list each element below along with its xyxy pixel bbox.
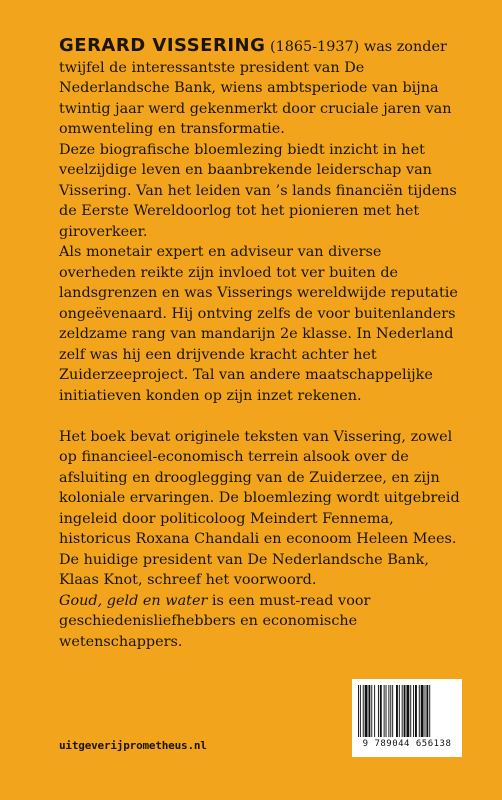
barcode-bar [358, 685, 359, 737]
barcode-bar [404, 685, 406, 737]
barcode-bar [360, 685, 361, 737]
barcode-bar [426, 685, 428, 737]
barcode-bar [374, 685, 375, 737]
paragraph-gap [59, 406, 461, 427]
paragraph-recommendation [59, 591, 461, 653]
intro-text: was zonder twijfel de interessantste president van De Nederlandsche Bank, wiens ambtsperiode van bijna twintig jaar werd gekenmerkt door cruciale jaren van omwenteling en transformatie. [59, 39, 452, 137]
back-cover-blurb [59, 36, 461, 652]
barcode-bar [421, 685, 424, 737]
barcode-bar [429, 685, 430, 737]
barcode-bar [378, 685, 379, 737]
barcode-bar [371, 685, 372, 737]
paragraph-content: Het boek bevat originele teksten van Vissering, zowel op financieel-economisch terrein alsook over de afsluiting en drooglegging van de Zuiderzee, en zijn koloniale ervaringen. De bloemlezing wordt uitgebreid ingeleid door politicoloog Meindert Fennema, historicus Roxana Chandali en econoom Heleen Mees. De huidige president van De Nederlandsche Bank, Klaas Knot, schreef het voorwoord. [59, 428, 460, 588]
recommendation-text: is een must-read voor geschiedenisliefhebbers en economische wetenschappers. [59, 592, 371, 650]
publisher-website: uitgeverijprometheus.nl [59, 739, 207, 752]
author-name: GERARD VISSERING [59, 35, 266, 56]
author-years: (1865-1937) [269, 39, 360, 55]
barcode-bars [358, 685, 456, 737]
barcode-bar [425, 685, 426, 737]
paragraph-influence: Als monetair expert en adviseur van diverse overheden reikte zijn invloed tot ver buiten de landsgrenzen en was Visserings wereldwijde reputatie ongeëvenaard. Hij ontving zelfs de voor buitenlanders zeldzame rang van mandarijn 2e klasse. In Nederland zelf was hij een drijvende kracht achter het Zuiderzeeproject. Tal van andere maatschappelijke initiatieven konden op zijn inzet rekenen. [59, 244, 458, 404]
isbn-number: 9 789044 656138 [362, 739, 452, 749]
barcode-bar [388, 685, 389, 737]
barcode [352, 679, 462, 757]
paragraph-intro [59, 36, 461, 140]
barcode-bar [399, 685, 400, 737]
barcode-bar [392, 685, 393, 737]
barcode-bar [413, 685, 414, 737]
paragraph-biography: Deze biografische bloemlezing biedt inzicht in het veelzijdige leven en baanbrekende leiderschap van Vissering. Van het leiden van ’s lands financiën tijdens de Eerste Wereldoorlog tot het pionieren met het giroverkeer. [59, 141, 457, 240]
barcode-bar [419, 685, 420, 737]
barcode-bar [386, 685, 387, 737]
barcode-bar [410, 685, 411, 737]
barcode-bar [402, 685, 403, 737]
barcode-bar [365, 685, 368, 737]
barcode-bar [390, 685, 391, 737]
barcode-bar [384, 685, 385, 737]
book-title: Goud, geld en water [59, 592, 208, 609]
barcode-bar [396, 685, 398, 737]
barcode-bar [380, 685, 382, 737]
barcode-bar [406, 685, 409, 737]
barcode-bar [363, 685, 364, 737]
barcode-bar [368, 685, 370, 737]
barcode-bar [415, 685, 417, 737]
